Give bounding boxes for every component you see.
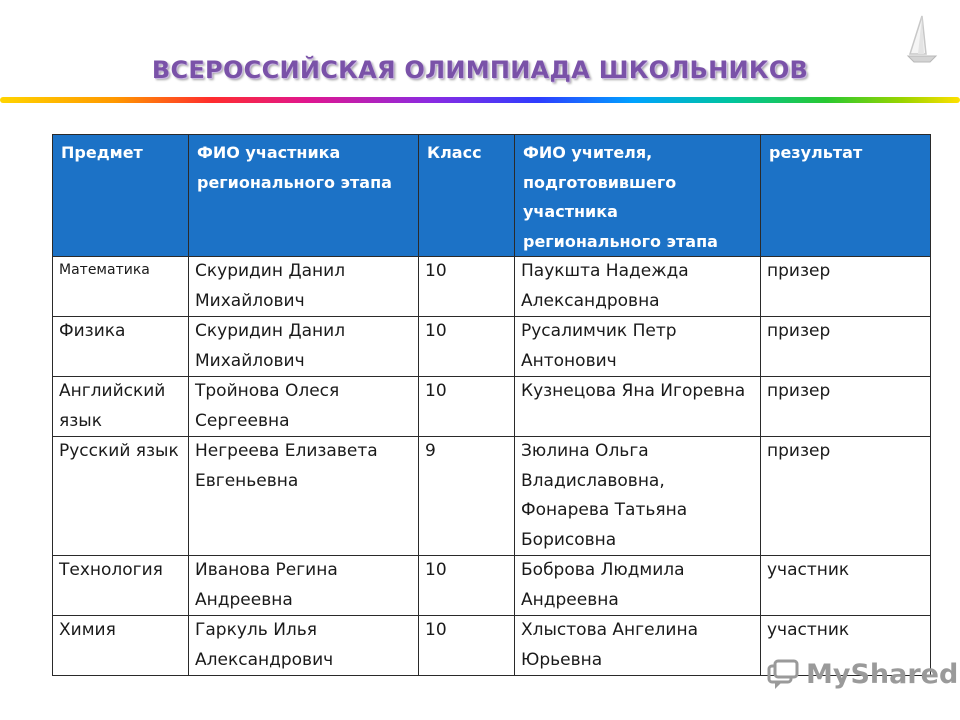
cell-subject: Технология — [53, 556, 189, 616]
table-row — [53, 317, 931, 377]
cell-grade: 9 — [419, 437, 515, 556]
cell-result: призер — [761, 377, 931, 437]
cell-participant: Иванова Регина Андреевна — [189, 556, 419, 616]
cell-subject: Физика — [53, 317, 189, 377]
cell-participant: Негреева Елизавета Евгеньевна — [189, 437, 419, 556]
header-grade: Класс — [419, 135, 515, 257]
cell-participant: Гаркуль Илья Александрович — [189, 616, 419, 676]
watermark-text: MyShared — [806, 658, 959, 690]
table-row — [53, 377, 931, 437]
table-row — [53, 257, 931, 317]
table-header-row — [53, 135, 931, 257]
header-participant: ФИО участника регионального этапа — [189, 135, 419, 257]
cell-grade: 10 — [419, 317, 515, 377]
cell-teacher: Паукшта Надежда Александровна — [515, 257, 761, 317]
header-subject: Предмет — [53, 135, 189, 257]
results-table — [52, 134, 931, 676]
cell-teacher: Боброва Людмила Андреевна — [515, 556, 761, 616]
cell-subject: Русский язык — [53, 437, 189, 556]
cell-teacher: Кузнецова Яна Игоревна — [515, 377, 761, 437]
cell-result: призер — [761, 257, 931, 317]
cell-grade: 10 — [419, 556, 515, 616]
cell-subject: Английский язык — [53, 377, 189, 437]
cell-teacher: Зюлина Ольга Владиславовна, Фонарева Татьяна Борисовна — [515, 437, 761, 556]
cell-result: призер — [761, 317, 931, 377]
cell-result: призер — [761, 437, 931, 556]
myshared-logo-icon — [766, 657, 800, 691]
cell-grade: 10 — [419, 377, 515, 437]
cell-subject: Математика — [53, 257, 189, 317]
cell-teacher: Русалимчик Петр Антонович — [515, 317, 761, 377]
cell-grade: 10 — [419, 257, 515, 317]
cell-result: участник — [761, 556, 931, 616]
cell-participant: Скуридин Данил Михайлович — [189, 257, 419, 317]
table-row — [53, 556, 931, 616]
cell-result: участник — [761, 616, 931, 676]
slide-title: ВСЕРОССИЙСКАЯ ОЛИМПИАДА ШКОЛЬНИКОВ — [151, 56, 809, 84]
cell-grade: 10 — [419, 616, 515, 676]
cell-subject: Химия — [53, 616, 189, 676]
cell-teacher: Хлыстова Ангелина Юрьевна — [515, 616, 761, 676]
cell-participant: Скуридин Данил Михайлович — [189, 317, 419, 377]
header-result: результат — [761, 135, 931, 257]
myshared-watermark — [766, 656, 958, 692]
header-teacher: ФИО учителя, подготовившего участника регионального этапа — [515, 135, 761, 257]
table-row — [53, 437, 931, 556]
cell-participant: Тройнова Олеся Сергеевна — [189, 377, 419, 437]
rainbow-divider — [0, 97, 960, 103]
